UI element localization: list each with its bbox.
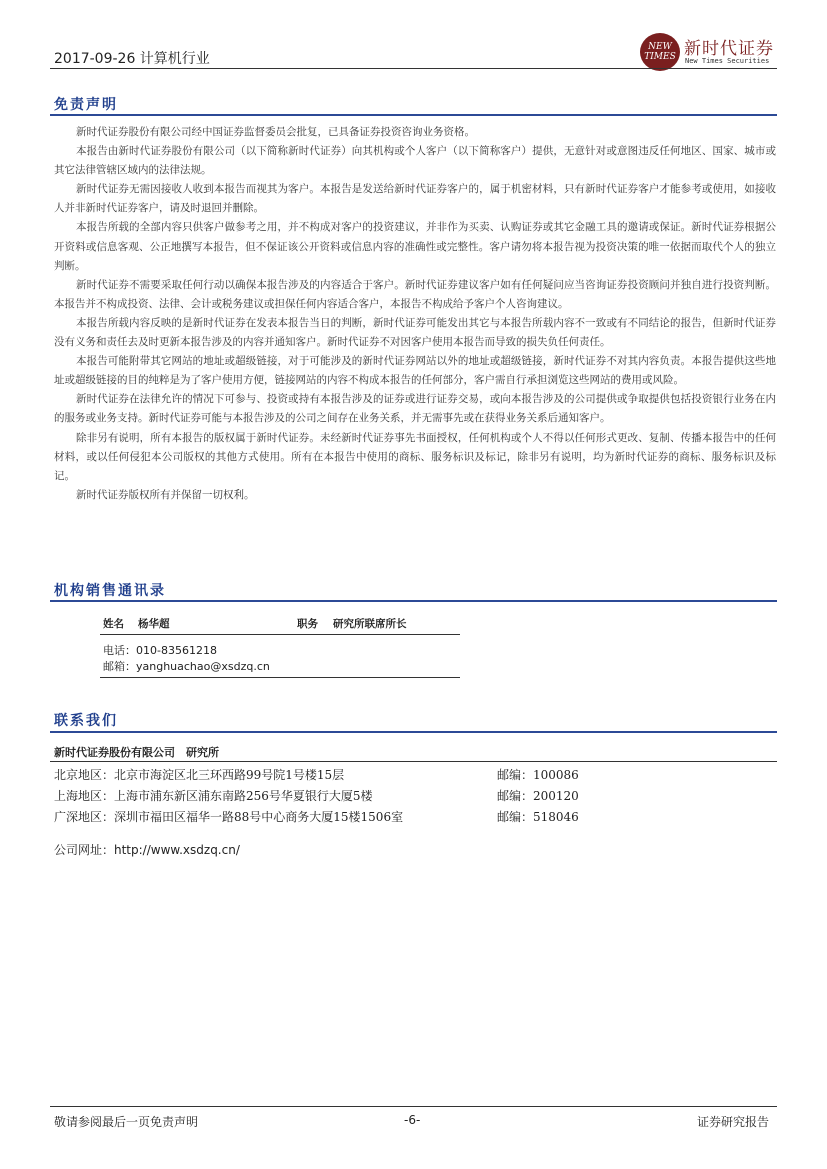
disclaimer-paragraph: 新时代证券版权所有并保留一切权利。 bbox=[76, 488, 255, 501]
disclaimer-paragraph: 本报告可能附带其它网站的地址或超级链接，对于可能涉及的新时代证券网站以外的地址或超级链接，新时代证券不对其内容负责。本报告提供这些地址或超级链接的目的纯粹是为了客户使用方便，链接网站的内容不构成本报告的任何部分，客户需自行承担浏览这些网站的费用或风险。 bbox=[54, 355, 776, 387]
contact-title-rule bbox=[50, 731, 777, 733]
sales-email[interactable]: 邮箱：yanghuachao@xsdzq.cn bbox=[103, 660, 270, 673]
footer-report-type: 证券研究报告 bbox=[697, 1115, 770, 1129]
office-address: 广深地区：深圳市福田区福华一路88号中心商务大厦15楼1506室 bbox=[54, 810, 404, 824]
sales-title-rule bbox=[50, 600, 777, 602]
sales-title: 机构销售通讯录 bbox=[54, 583, 166, 599]
disclaimer-paragraph: 新时代证券在法律允许的情况下可参与、投资或持有本报告涉及的证券或进行证券交易，或向本报告涉及的公司提供或争取提供包括投资银行业务在内的服务或业务支持。新时代证券可能与本报告涉及的公司之间存在业务关系，并无需事先或在获得业务关系后通知客户。 bbox=[54, 393, 776, 425]
office-zip: 邮编：518046 bbox=[497, 810, 579, 824]
footer-divider bbox=[50, 1106, 777, 1107]
office-row-beijing bbox=[54, 766, 654, 783]
logo-badge-line1: NEW bbox=[648, 42, 672, 52]
sales-phone: 电话：010-83561218 bbox=[103, 644, 217, 657]
disclaimer-title-rule bbox=[50, 114, 777, 116]
company-website[interactable]: 公司网址：http://www.xsdzq.cn/ bbox=[54, 843, 240, 857]
contact-company: 新时代证券股份有限公司 研究所 bbox=[54, 746, 219, 759]
footer-disclaimer-note: 敬请参阅最后一页免责声明 bbox=[54, 1115, 199, 1129]
sales-bottom-rule bbox=[100, 677, 460, 678]
disclaimer-paragraph: 本报告所载的全部内容只供客户做参考之用，并不构成对客户的投资建议，并非作为买卖、认购证券或其它金融工具的邀请或保证。新时代证券根据公开资料或信息客观、公正地撰写本报告，但不保证该公开资料或信息内容的准确性或完整性。客户请勿将本报告视为投资决策的唯一依据而取代个人的独立判断。 bbox=[54, 221, 776, 272]
office-zip: 邮编：100086 bbox=[497, 768, 579, 782]
sales-position-value: 研究所联席所长 bbox=[333, 618, 407, 630]
disclaimer-paragraph: 新时代证券股份有限公司经中国证券监督委员会批复，已具备证券投资咨询业务资格。 bbox=[76, 126, 475, 138]
logo-company-name: 新时代证券 bbox=[684, 39, 774, 59]
sales-name-label: 姓名 bbox=[103, 618, 124, 630]
logo-company-english: New Times Securities bbox=[685, 57, 770, 65]
disclaimer-paragraph: 新时代证券无需因接收人收到本报告而视其为客户。本报告是发送给新时代证券客户的，属于机密材料，只有新时代证券客户才能参考或使用，如接收人并非新时代证券客户，请及时退回并删除。 bbox=[54, 183, 776, 215]
contact-company-rule bbox=[50, 761, 777, 762]
office-address: 上海地区：上海市浦东新区浦东南路256号华夏银行大厦5楼 bbox=[54, 789, 373, 803]
disclaimer-body bbox=[54, 123, 776, 505]
disclaimer-paragraph: 新时代证券不需要采取任何行动以确保本报告涉及的内容适合于客户。新时代证券建议客户如有任何疑问应当咨询证券投资顾问并独自进行投资判断。本报告并不构成投资、法律、会计或税务建议或担保任何内容适合客户，本报告不构成给予客户个人咨询建议。 bbox=[54, 278, 776, 310]
contact-title: 联系我们 bbox=[54, 713, 118, 729]
disclaimer-title: 免责声明 bbox=[54, 97, 118, 113]
disclaimer-paragraph: 除非另有说明，所有本报告的版权属于新时代证券。未经新时代证券事先书面授权，任何机构或个人不得以任何形式更改、复制、传播本报告中的任何材料，或以任何侵犯本公司版权的其他方式使用。所有在本报告中使用的商标、服务标识及标记，除非另有说明，均为新时代证券的商标、服务标识及标记。 bbox=[54, 431, 776, 482]
logo-badge-line2: TIMES bbox=[644, 52, 676, 62]
page-number: -6- bbox=[404, 1113, 421, 1127]
office-address: 北京地区：北京市海淀区北三环西路99号院1号楼15层 bbox=[54, 768, 345, 782]
header-date-industry: 2017-09-26 计算机行业 bbox=[54, 51, 210, 67]
sales-name-value: 杨华超 bbox=[138, 618, 170, 630]
header-divider bbox=[50, 68, 777, 69]
disclaimer-paragraph: 本报告所载内容反映的是新时代证券在发表本报告当日的判断，新时代证券可能发出其它与本报告所载内容不一致或有不同结论的报告，但新时代证券没有义务和责任去及时更新本报告涉及的内容并通知客户。新时代证券不对因客户使用本报告而导致的损失负任何责任。 bbox=[54, 316, 776, 349]
sales-name-rule bbox=[100, 634, 460, 635]
disclaimer-paragraph: 本报告由新时代证券股份有限公司（以下简称新时代证券）向其机构或个人客户（以下简称客户）提供，无意针对或意图违反任何地区、国家、城市或其它法律管辖区域内的法律法规。 bbox=[54, 145, 776, 177]
logo-badge-icon bbox=[640, 33, 680, 71]
sales-position-label: 职务 bbox=[297, 618, 318, 630]
office-row-shanghai bbox=[54, 787, 654, 804]
office-zip: 邮编：200120 bbox=[497, 789, 579, 803]
office-row-guangshen bbox=[54, 808, 654, 825]
